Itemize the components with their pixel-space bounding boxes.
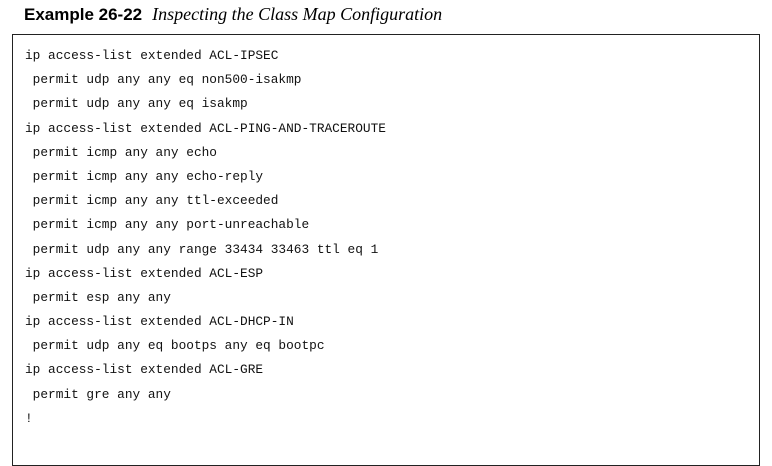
code-listing	[25, 44, 386, 431]
code-listing-box	[12, 34, 760, 466]
code-line: permit udp any any eq non500-isakmp	[25, 72, 302, 88]
code-line: !	[25, 410, 33, 426]
example-title: Inspecting the Class Map Configuration	[152, 4, 443, 24]
code-line: ip access-list extended ACL-GRE	[25, 362, 264, 378]
code-line: ip access-list extended ACL-PING-AND-TRACEROUTE	[25, 120, 386, 136]
code-line: permit gre any any	[25, 386, 171, 402]
code-line: permit udp any eq bootps any eq bootpc	[25, 338, 325, 354]
code-line: permit icmp any any port-unreachable	[25, 217, 310, 233]
code-line: permit esp any any	[25, 289, 171, 305]
code-line: ip access-list extended ACL-IPSEC	[25, 48, 279, 63]
code-line: ip access-list extended ACL-DHCP-IN	[25, 314, 294, 330]
code-line: permit udp any any range 33434 33463 ttl eq 1	[25, 241, 379, 257]
example-number: Example 26-22	[24, 5, 143, 24]
example-caption	[24, 2, 442, 26]
code-line: permit icmp any any ttl-exceeded	[25, 193, 279, 209]
code-line: permit udp any any eq isakmp	[25, 96, 248, 112]
code-line: ip access-list extended ACL-ESP	[25, 265, 264, 281]
code-line: permit icmp any any echo-reply	[25, 168, 264, 184]
code-line: permit icmp any any echo	[25, 144, 217, 160]
